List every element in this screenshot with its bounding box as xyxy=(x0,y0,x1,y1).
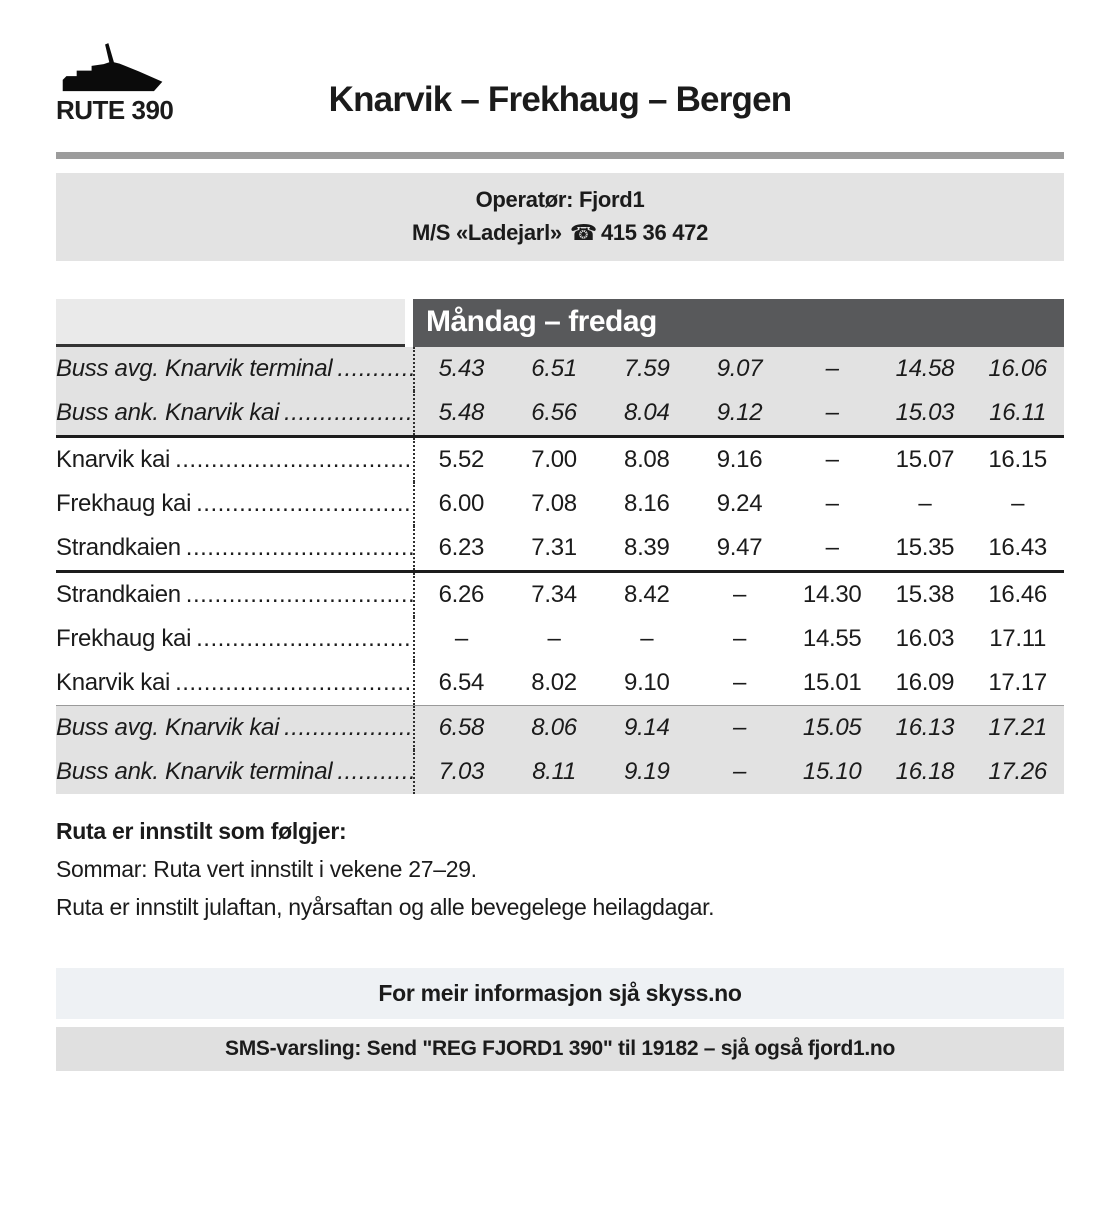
time-cell: 9.16 xyxy=(716,446,763,473)
time-cell: 9.24 xyxy=(716,490,763,517)
time-cell: – xyxy=(732,581,747,608)
day-header: Måndag – fredag xyxy=(413,299,1064,347)
masthead xyxy=(56,36,1064,144)
table-row xyxy=(56,482,1064,526)
time-cell: – xyxy=(732,669,747,696)
time-cell: – xyxy=(732,625,747,652)
times-cells xyxy=(413,661,1064,705)
time-cell: 14.30 xyxy=(802,581,862,608)
times-cells xyxy=(413,706,1064,750)
table-row xyxy=(56,526,1064,570)
time-cell: – xyxy=(454,625,468,652)
time-cell: 9.10 xyxy=(624,669,670,696)
time-cell: 8.04 xyxy=(624,399,670,426)
vessel-line xyxy=(56,216,1064,250)
time-cell: 6.56 xyxy=(531,399,577,426)
station-label: Frekhaug kai xyxy=(56,625,192,652)
time-cell: 14.55 xyxy=(802,625,862,652)
time-cell: – xyxy=(547,625,561,652)
dot-leader xyxy=(284,391,413,435)
time-cell: 8.16 xyxy=(624,490,670,517)
time-cell: 7.00 xyxy=(531,446,577,473)
route-number: RUTE 390 xyxy=(56,95,174,125)
time-cell: 6.54 xyxy=(438,669,485,696)
notes-section xyxy=(56,812,1064,926)
station-label: Knarvik kai xyxy=(56,669,171,696)
table-row xyxy=(56,661,1064,705)
station-cell xyxy=(56,526,413,570)
time-cell: 15.07 xyxy=(895,446,955,473)
time-cell: 6.23 xyxy=(438,534,485,561)
table-row xyxy=(56,750,1064,794)
dot-leader xyxy=(186,526,413,570)
times-cells xyxy=(413,526,1064,570)
times-cells xyxy=(413,391,1064,435)
note-line: Ruta er innstilt julaftan, nyårsaftan og alle bevegelege heilagdagar. xyxy=(56,894,715,920)
time-cell: 15.05 xyxy=(802,714,862,741)
time-cell: 15.38 xyxy=(895,581,955,608)
operator-name: Operatør: Fjord1 xyxy=(475,187,645,212)
dot-leader xyxy=(175,661,413,705)
notes-heading: Ruta er innstilt som følgjer: xyxy=(56,818,347,844)
time-cell: – xyxy=(825,446,839,473)
table-row xyxy=(56,705,1064,750)
time-cell: 7.34 xyxy=(531,581,577,608)
time-cell: 8.08 xyxy=(624,446,670,473)
time-cell: 8.11 xyxy=(532,758,576,785)
station-label: Buss avg. Knarvik terminal xyxy=(56,355,333,382)
dot-leader xyxy=(175,438,413,482)
dot-leader xyxy=(196,617,413,661)
dot-leader xyxy=(186,573,413,617)
dot-leader xyxy=(337,347,413,391)
table-header-row xyxy=(56,299,1064,347)
time-cell: 8.39 xyxy=(624,534,670,561)
time-cell: 16.06 xyxy=(988,355,1047,382)
time-cell: 7.08 xyxy=(531,490,577,517)
station-cell xyxy=(56,391,413,435)
time-cell: – xyxy=(825,355,839,382)
sms-banner: SMS-varsling: Send "REG FJORD1 390" til 19182 – sjå også fjord1.no xyxy=(56,1027,1064,1071)
time-cell: 16.13 xyxy=(895,714,955,741)
time-cell: 17.11 xyxy=(989,625,1047,652)
station-label: Knarvik kai xyxy=(56,446,171,473)
ferry-icon xyxy=(56,38,170,92)
station-label: Buss ank. Knarvik terminal xyxy=(56,758,333,785)
time-cell: 6.58 xyxy=(438,714,485,741)
dot-leader xyxy=(284,706,413,750)
header-divider xyxy=(56,152,1064,159)
phone-icon: ☎ xyxy=(569,221,597,246)
page-title: Knarvik – Frekhaug – Bergen xyxy=(328,80,792,119)
table-row xyxy=(56,617,1064,661)
time-cell: 6.51 xyxy=(531,355,577,382)
time-cell: 17.17 xyxy=(988,669,1047,696)
time-cell: 9.12 xyxy=(716,399,763,426)
dot-leader xyxy=(196,482,413,526)
time-cell: 16.15 xyxy=(988,446,1047,473)
times-cells xyxy=(413,482,1064,526)
station-label: Strandkaien xyxy=(56,581,181,608)
station-label: Buss avg. Knarvik kai xyxy=(56,714,280,741)
time-cell: 15.35 xyxy=(895,534,955,561)
time-cell: – xyxy=(825,490,839,517)
time-cell: – xyxy=(825,399,839,426)
time-cell: 9.19 xyxy=(624,758,670,785)
time-cell: 17.21 xyxy=(988,714,1047,741)
time-cell: 6.00 xyxy=(438,490,485,517)
time-cell: 9.47 xyxy=(716,534,763,561)
station-cell xyxy=(56,482,413,526)
times-cells xyxy=(413,438,1064,482)
time-cell: 16.18 xyxy=(895,758,955,785)
time-cell: 5.43 xyxy=(438,355,485,382)
station-label: Buss ank. Knarvik kai xyxy=(56,399,280,426)
time-cell: 5.52 xyxy=(438,446,485,473)
table-corner-cell xyxy=(56,299,405,347)
time-cell: 14.58 xyxy=(895,355,955,382)
dot-leader xyxy=(337,750,413,794)
table-row xyxy=(56,391,1064,435)
time-cell: 8.06 xyxy=(531,714,577,741)
station-cell xyxy=(56,617,413,661)
time-cell: – xyxy=(825,534,839,561)
time-cell: 8.02 xyxy=(531,669,577,696)
table-row xyxy=(56,347,1064,391)
time-cell: – xyxy=(732,714,747,741)
phone-number: 415 36 472 xyxy=(600,220,709,245)
station-cell xyxy=(56,661,413,705)
time-cell: 9.07 xyxy=(716,355,763,382)
station-label: Frekhaug kai xyxy=(56,490,192,517)
table-row xyxy=(56,435,1064,482)
vessel-name: M/S «Ladejarl» xyxy=(411,220,562,245)
brand xyxy=(56,38,173,126)
station-cell xyxy=(56,347,413,391)
header-gap xyxy=(405,299,413,347)
station-cell xyxy=(56,573,413,617)
time-cell: 7.03 xyxy=(438,758,485,785)
times-cells xyxy=(413,347,1064,391)
station-cell xyxy=(56,706,413,750)
times-cells xyxy=(413,573,1064,617)
time-cell: 7.31 xyxy=(531,534,577,561)
time-cell: 8.42 xyxy=(624,581,670,608)
station-label: Strandkaien xyxy=(56,534,181,561)
operator-box xyxy=(56,173,1064,261)
time-cell: 15.10 xyxy=(802,758,862,785)
time-cell: – xyxy=(918,490,932,517)
time-cell: 16.46 xyxy=(988,581,1047,608)
info-banner: For meir informasjon sjå skyss.no xyxy=(56,968,1064,1019)
station-cell xyxy=(56,438,413,482)
time-cell: 5.48 xyxy=(438,399,485,426)
time-cell: 16.11 xyxy=(989,399,1047,426)
table-row xyxy=(56,570,1064,617)
time-cell: 15.03 xyxy=(895,399,955,426)
times-cells xyxy=(413,617,1064,661)
timetable xyxy=(56,299,1064,794)
time-cell: 16.09 xyxy=(895,669,955,696)
time-cell: – xyxy=(640,625,654,652)
time-cell: – xyxy=(732,758,747,785)
times-cells xyxy=(413,750,1064,794)
time-cell: 6.26 xyxy=(438,581,485,608)
time-cell: 16.43 xyxy=(988,534,1047,561)
time-cell: 16.03 xyxy=(895,625,955,652)
time-cell: – xyxy=(1011,490,1025,517)
time-cell: 15.01 xyxy=(802,669,862,696)
station-cell xyxy=(56,750,413,794)
time-cell: 9.14 xyxy=(624,714,670,741)
note-line: Sommar: Ruta vert innstilt i vekene 27–29. xyxy=(56,856,477,882)
time-cell: 7.59 xyxy=(624,355,670,382)
time-cell: 17.26 xyxy=(988,758,1047,785)
